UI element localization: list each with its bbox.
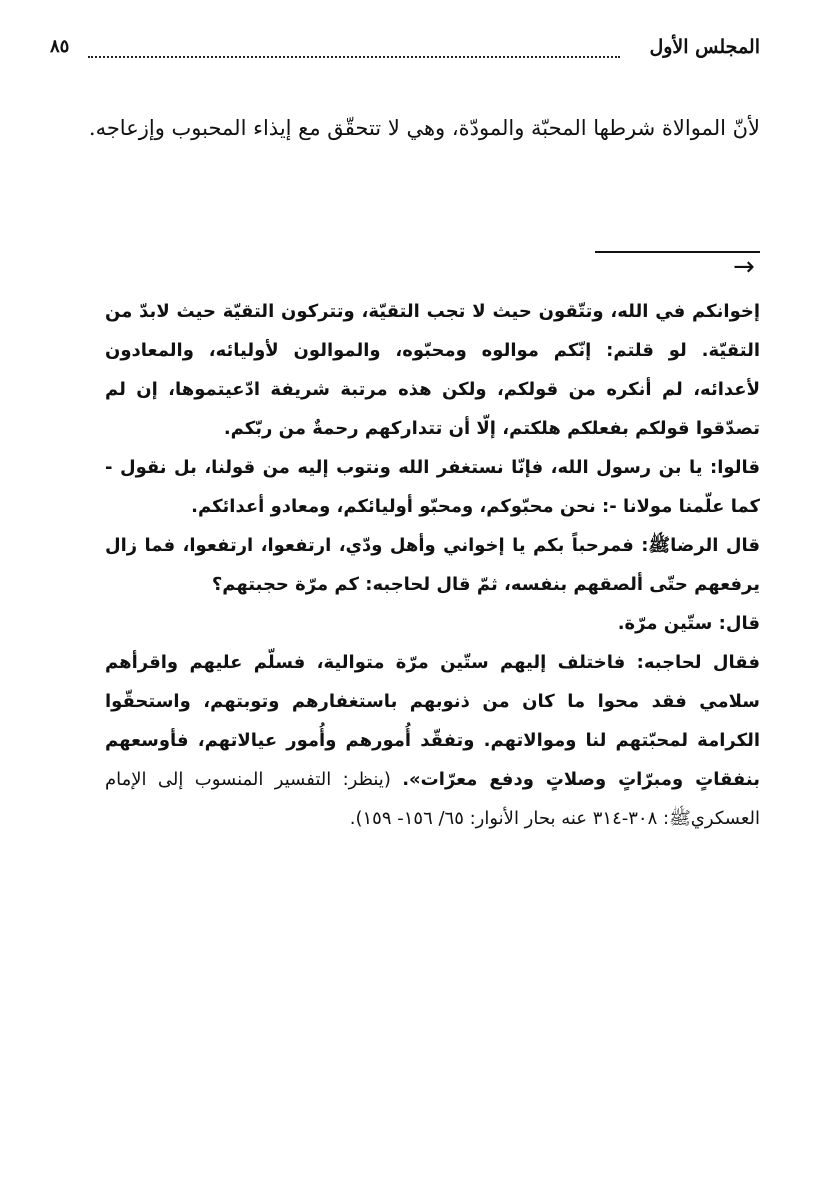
footnote-paragraph-text: فقال لحاجبه: فاختلف إليهم ستّين مرّة متوالية، فسلّم عليهم واقرأهم سلامي فقد محوا ما كان من ذنوبهم باستغفارهم وتوبتهم، واستحقّوا الكرامة لمحبّتهم لنا وموالاتهم. وتفقّد أُمورهم وأُمور عيالاتهم، فأوسعهم بنفقاتٍ ومبرّاتٍ وصلاتٍ ودفع معرّات». (105, 652, 760, 790)
leader-dots (88, 56, 620, 58)
footnote-last-paragraph (105, 643, 760, 838)
footnote (105, 292, 760, 838)
footnote-paragraph: قال الرضاﷺ: فمرحباً بكم يا إخواني وأهل ودّي، ارتفعوا، ارتفعوا، فما زال يرفعهم حتّى ألصقهم بنفسه، ثمّ قال لحاجبه: كم مرّة حجبتهم؟ (105, 535, 760, 595)
page-number: ٨٥ (50, 36, 70, 57)
continuation-arrow-icon: → (733, 252, 755, 282)
footnote-paragraph: قال: ستّين مرّة. (617, 613, 760, 634)
chapter-title: المجلس الأول (649, 36, 760, 58)
footnote-source: (ينظر: التفسير المنسوب إلى الإمام العسكريﷺ: ٣٠٨-٣١٤ عنه بحار الأنوار: ٦٥/ ١٥٦- ١٥٩). (105, 769, 760, 829)
footnote-paragraph: إخوانكم في الله، وتتّقون حيث لا تجب التقيّة، وتتركون التقيّة حيث لابدّ من التقيّة. لو قلتم: إنّكم موالوه ومحبّوه، والموالون لأوليائه، والمعادون لأعدائه، لم أنكره من قولكم، ولكن هذه مرتبة شريفة ادّعيتموها، إن لم تصدّقوا قولكم بفعلكم هلكتم، إلّا أن تتداركهم رحمةٌ من ربّكم. (105, 301, 760, 439)
main-paragraph: لأنّ الموالاة شرطها المحبّة والمودّة، وهي لا تتحقّق مع إيذاء المحبوب وإزعاجه. (88, 116, 760, 140)
footnote-paragraph: قالوا: يا بن رسول الله، فإنّا نستغفر الله ونتوب إليه من قولنا، بل نقول - كما علّمنا مولانا -: نحن محبّوكم، ومحبّو أوليائكم، ومعادو أعدائكم. (105, 457, 760, 517)
running-header (50, 32, 760, 64)
